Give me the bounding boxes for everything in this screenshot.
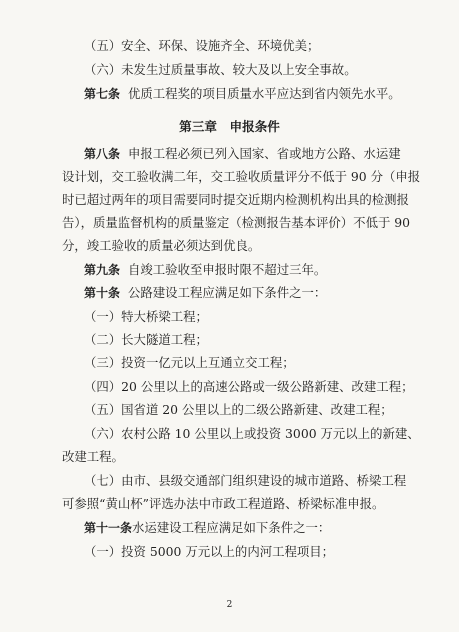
item-5-line: （五）国省道 20 公里以上的二级公路新建、改建工程； <box>84 402 393 417</box>
clause-5-line: （五）安全、环保、设施齐全、环境优美； <box>84 38 320 53</box>
article-9-line: 第九条 自竣工验收至申报时限不超过三年。 <box>84 262 327 277</box>
item-6-cont: 改建工程。 <box>62 449 124 464</box>
article-8-line: 第八条 申报工程必须已列入国家、省或地方公路、水运建 <box>84 146 401 161</box>
article-11-item-1-line: （一）投资 5000 万元以上的内河工程项目； <box>84 544 335 559</box>
article-8-cont-2: 时已超过两年的项目需要同时提交近期内检测机构出具的检测报 <box>62 192 409 207</box>
page-number: 2 <box>226 600 233 610</box>
article-7-line: 第七条 优质工程奖的项目质量水平应达到省内领先水平。 <box>84 86 401 101</box>
chapter-heading: 第三章 申报条件 <box>179 119 280 134</box>
article-11-line: 第十一条水运建设工程应满足如下条件之一： <box>84 520 331 535</box>
article-8-cont-3: 告），质量监督机构的质量鉴定（检测报告基本评价）不低于 90 <box>62 215 411 230</box>
item-4-line: （四）20 公里以上的高速公路或一级公路新建、改建工程； <box>84 379 414 394</box>
item-1-line: （一）特大桥梁工程； <box>84 309 208 324</box>
clause-6-line: （六）未发生过质量事故、较大及以上安全事故。 <box>84 62 357 77</box>
item-7-cont: 可参照“黄山杯”评选办法中市政工程道路、桥梁标准申报。 <box>62 496 385 511</box>
item-3-line: （三）投资一亿元以上互通立交工程； <box>84 355 295 370</box>
article-8-cont-4: 分，竣工验收的质量必须达到优良。 <box>62 238 261 253</box>
item-2-line: （二）长大隧道工程； <box>84 332 208 347</box>
article-8-cont-1: 设计划，交工验收满二年，交工验收质量评分不低于 90 分（申报 <box>62 169 421 184</box>
article-10-line: 第十条 公路建设工程应满足如下条件之一： <box>84 285 327 300</box>
item-7-line: （七）由市、县级交通部门组织建设的城市道路、桥梁工程 <box>84 473 407 488</box>
item-6-line: （六）农村公路 10 公里以上或投资 3000 万元以上的新建、 <box>84 426 420 441</box>
